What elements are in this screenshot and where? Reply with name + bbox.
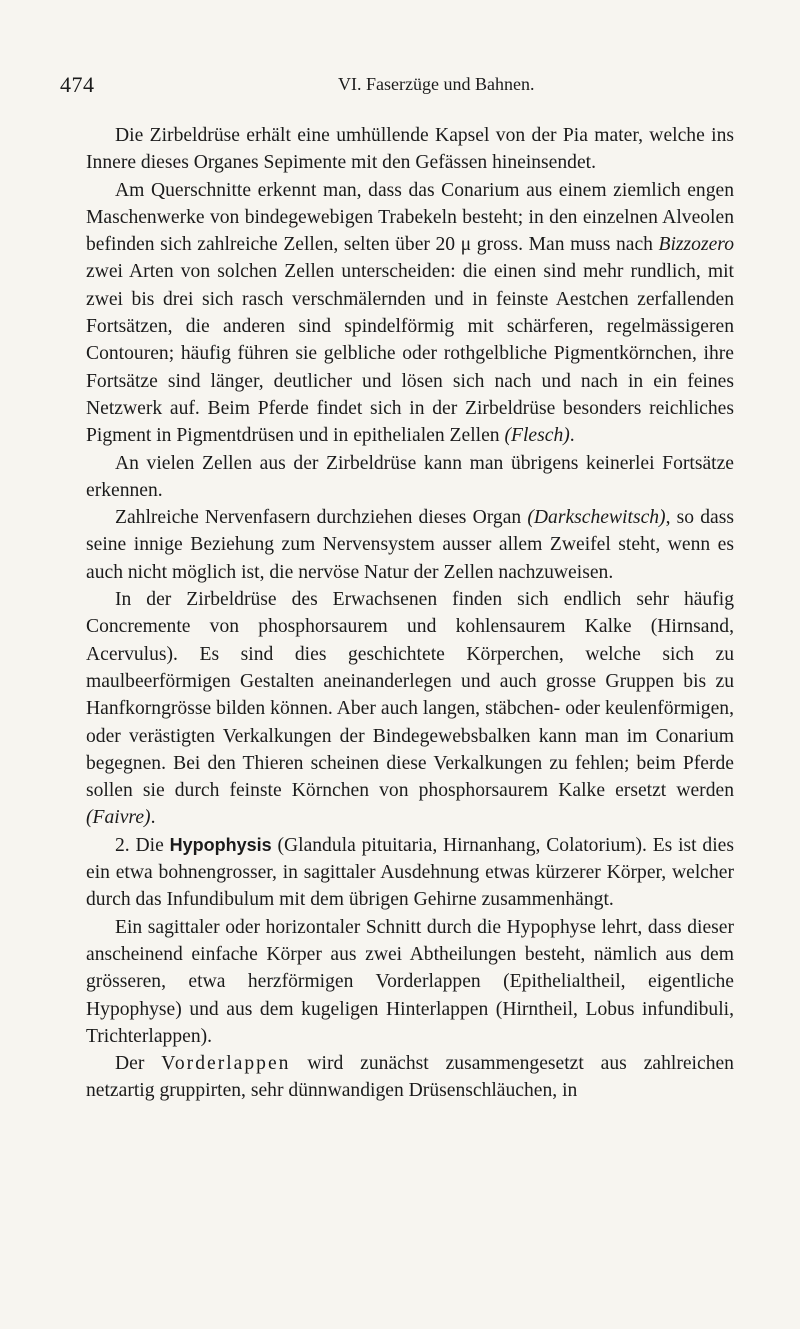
text-run: An vielen Zellen aus der Zirbeldrüse kann man übrigens keinerlei Fortsätze erkennen. bbox=[86, 452, 734, 501]
paragraph bbox=[86, 450, 734, 505]
text-run: . bbox=[569, 425, 575, 447]
paragraph bbox=[86, 504, 734, 586]
text-run: In der Zirbeldrüse des Erwachsenen finden sich endlich sehr häufig Concremente von phosphorsaurem und kohlensaurem Kalke (Hirnsand, Acervulus). Es sind dies geschichtete Körperchen, welche sich zu maulbeerförmigen Gestalten aneinanderlegen und auch grosse Gruppen bis zu Hanfkorngrösse bilden können. Aber auch langen, stäbchen- oder keulenförmigen, oder verästigten Verkalkungen der Bindegewebsbalken kann man im Conarium begegnen. Bei den Thieren scheinen diese Verkalkungen zu fehlen; beim Pferde sollen sie durch feinste Körnchen von phosphorsaurem Kalke ersetzt werden bbox=[86, 589, 734, 802]
paragraph bbox=[86, 832, 734, 914]
text-run: . bbox=[150, 807, 156, 829]
text-run: 2. Die bbox=[115, 834, 170, 856]
paragraph bbox=[86, 914, 734, 1050]
italic-text: (Faivre) bbox=[86, 807, 151, 829]
page-number: 474 bbox=[60, 72, 95, 97]
paragraph bbox=[86, 122, 734, 177]
text-run: Ein sagittaler oder horizontaler Schnitt durch die Hypophyse lehrt, dass dieser anscheinend einfache Körper aus zwei Abtheilungen besteht, nämlich aus dem grösseren, etwa herzförmigen Vorderlappen (Epithelialtheil, eigentliche Hypophyse) und aus dem kugeligen Hinterlappen (Hirntheil, Lobus infundibuli, Trichterlappen). bbox=[86, 916, 734, 1047]
text-run: Zahlreiche Nervenfasern durchziehen dieses Organ bbox=[115, 507, 528, 529]
paragraph bbox=[86, 586, 734, 832]
spaced-term: Vorderlappen bbox=[161, 1053, 291, 1075]
text-run: Die Zirbeldrüse erhält eine umhüllende Kapsel von der Pia mater, welche ins Innere dieses Organes Sepimente mit den Gefässen hineinsendet. bbox=[86, 125, 734, 174]
running-head: VI. Faserzüge und Bahnen. bbox=[338, 74, 535, 94]
italic-text: Bizzozero bbox=[658, 234, 734, 256]
text-run: Der bbox=[115, 1053, 162, 1075]
italic-text: (Darkschewitsch) bbox=[527, 507, 666, 529]
text-run: , so dass seine innige Beziehung zum Nervensystem ausser allem Zweifel steht, wenn es auch nicht möglich ist, die nervöse Natur der Zellen nachzuweisen. bbox=[86, 507, 734, 583]
text-run: wird zunächst zusammengesetzt aus zahlreichen netzartig gruppirten, sehr dünnwandigen Drüsenschläuchen, in bbox=[86, 1053, 734, 1102]
paragraph bbox=[86, 1050, 734, 1105]
paragraph bbox=[86, 177, 734, 450]
page-header bbox=[60, 72, 760, 98]
text-run: Am Querschnitte erkennt man, dass das Conarium aus einem ziemlich engen Maschenwerke von bindegewebigen Trabekeln besteht; in den einzelnen Alveolen befinden sich zahlreiche Zellen, selten über 20 μ gross. Man muss nach bbox=[86, 179, 734, 256]
body-text bbox=[86, 122, 734, 1105]
italic-text: (Flesch) bbox=[504, 425, 570, 447]
text-run: zwei Arten von solchen Zellen unterscheiden: die einen sind mehr rundlich, mit zwei bis drei sich rasch verschmälernden und in feinste Aestchen zerfallenden Fortsätzen, die anderen sind spindelförmig mit schärferen, regelmässigeren Contouren; häufig führen sie gelbliche oder rothgelbliche Pigmentkörnchen, ihre Fortsätze sind länger, deutlicher und lösen sich nach und nach in ein feines Netzwerk auf. Beim Pferde findet sich in der Zirbeldrüse besonders reichliches Pigment in Pigmentdrüsen und in epithelialen Zellen bbox=[86, 261, 734, 447]
text-run: (Glandula pituitaria, Hirnanhang, Colatorium). Es ist dies ein etwa bohnengrosser, in sagittaler Ausdehnung etwas kürzerer Körper, welcher durch das Infundibulum mit dem übrigen Gehirne zusammenhängt. bbox=[86, 834, 734, 911]
bold-term: Hypophysis bbox=[169, 834, 272, 855]
